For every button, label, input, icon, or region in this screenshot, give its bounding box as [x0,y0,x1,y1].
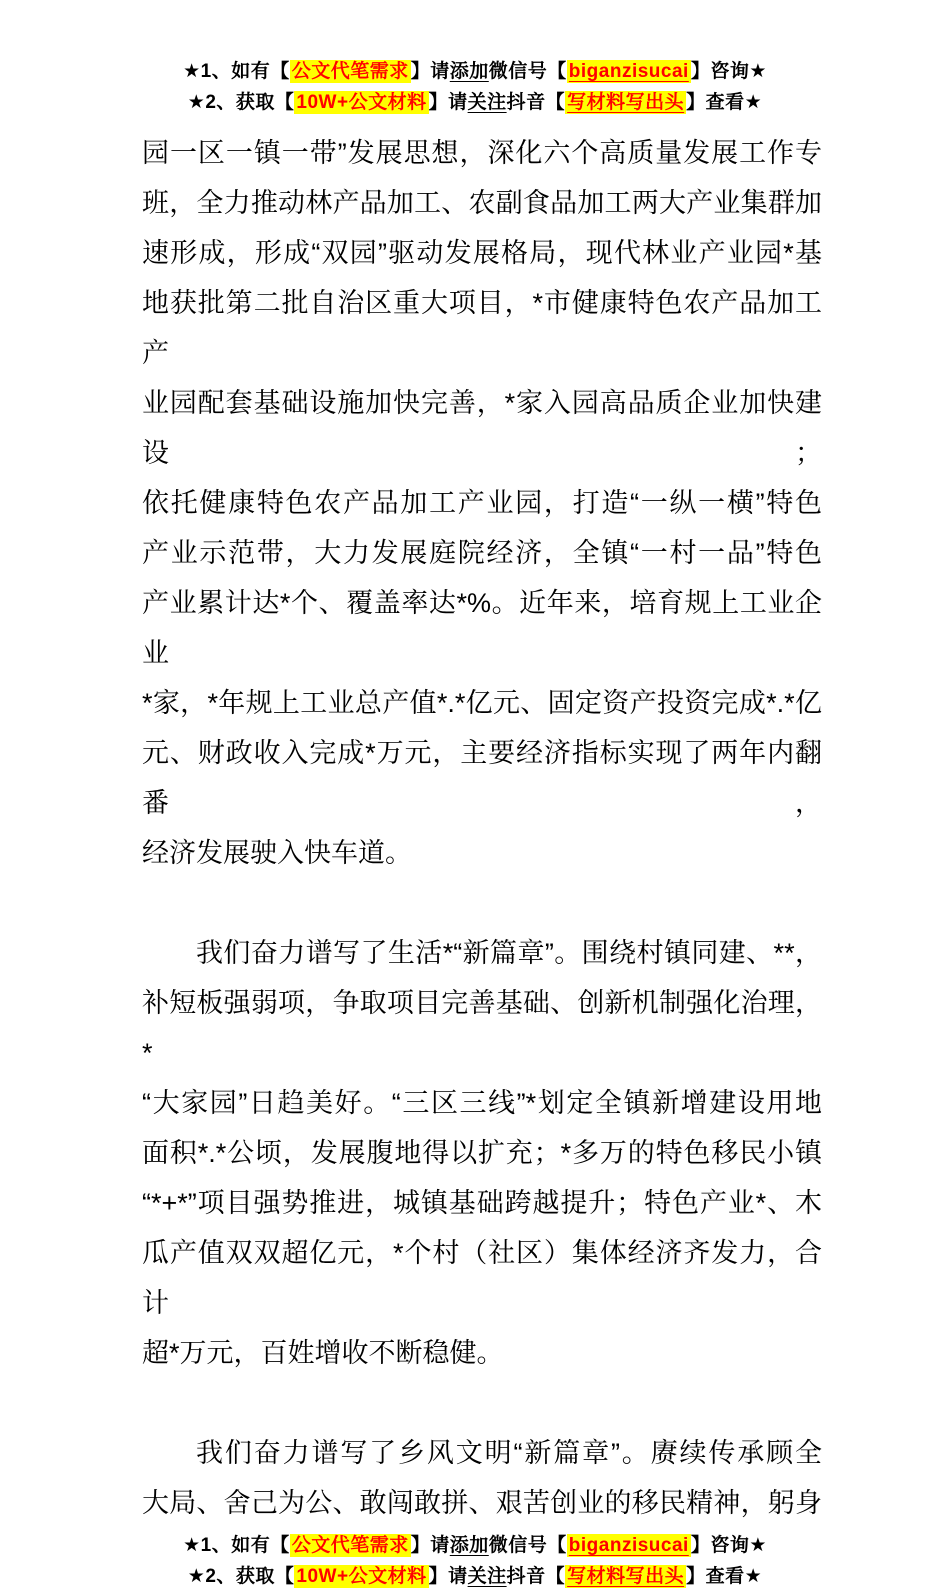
text-line: 业园配套基础设施加快完善，*家入园高品质企业加快建设； [142,388,822,468]
douyin-account-highlight: 写材料写出头 [567,92,685,113]
notice2-prefix: ★2、获取【 [187,1566,295,1587]
douyin-label: 抖音【 [506,1566,566,1587]
follow-action-underline: 关注 [467,1566,507,1587]
text-line: 元、财政收入完成*万元，主要经济指标实现了两年内翻番， [142,738,822,818]
paragraph [142,928,822,1378]
text-line: 我们奋力谱写了乡风文明“新篇章”。赓续传承顾全 [196,1438,822,1468]
notice-line [0,56,950,87]
header-notice-banner [0,56,950,118]
notice-line [0,1530,950,1561]
notice-line [0,87,950,118]
notice1-mid1: 】请 [410,1535,450,1556]
text-line: *家，*年规上工业总产值*.*亿元、固定资产投资完成*.*亿 [142,688,822,718]
text-line: 我们奋力谱写了生活*“新篇章”。围绕村镇同建、**， [196,938,822,968]
douyin-label: 抖音【 [506,92,566,113]
notice2-mid1: 】请 [428,92,468,113]
text-line: 瓜产值双双超亿元，*个村（社区）集体经济齐发力，合计 [142,1238,822,1318]
paragraph [142,1428,822,1528]
paragraph [142,128,822,878]
text-line: “*+*”项目强势推进，城镇基础跨越提升；特色产业*、木 [142,1188,822,1218]
material-highlight: 10W+公文材料 [296,92,427,113]
text-line: 班，全力推动林产品加工、农副食品加工两大产业集群加 [142,188,822,218]
notice-line [0,1561,950,1592]
text-line: 园一区一镇一带”发展思想，深化六个高质量发展工作专 [142,138,822,168]
text-line: “大家园”日趋美好。“三区三线”*划定全镇新增建设用地 [142,1088,822,1118]
notice1-prefix: ★1、如有【 [183,61,290,82]
notice2-prefix: ★2、获取【 [187,92,295,113]
wechat-id-highlight: biganzisucai [568,1535,689,1556]
add-action-underline: 添加 [449,1535,489,1556]
notice1-suffix: 】咨询★ [690,1535,767,1556]
service-need-highlight: 公文代笔需求 [291,61,409,82]
text-line: 经济发展驶入快车道。 [142,838,412,868]
text-line: 地获批第二批自治区重大项目，*市健康特色农产品加工产 [142,288,822,368]
notice2-mid1: 】请 [428,1566,468,1587]
text-line: 产业累计达*个、覆盖率达*%。近年来，培育规上工业企业 [142,588,822,668]
material-highlight: 10W+公文材料 [296,1566,427,1587]
notice2-suffix: 】查看★ [686,92,763,113]
text-line: 大局、舍己为公、敢闯敢拼、艰苦创业的移民精神，躬身 [142,1488,822,1518]
service-need-highlight: 公文代笔需求 [291,1535,409,1556]
notice1-mid1: 】请 [410,61,450,82]
text-line: 超*万元，百姓增收不断稳健。 [142,1338,504,1368]
follow-action-underline: 关注 [467,92,507,113]
notice1-suffix: 】咨询★ [690,61,767,82]
text-line: 速形成，形成“双园”驱动发展格局，现代林业产业园*基 [142,238,822,268]
add-action-underline: 添加 [449,61,489,82]
text-line: 面积*.*公顷，发展腹地得以扩充；*多万的特色移民小镇 [142,1138,822,1168]
wechat-label: 微信号【 [488,1535,567,1556]
document-body [142,128,822,1528]
notice2-suffix: 】查看★ [686,1566,763,1587]
text-line: 产业示范带，大力发展庭院经济，全镇“一村一品”特色 [142,538,822,568]
text-line: 补短板强弱项，争取项目完善基础、创新机制强化治理，* [142,988,822,1068]
douyin-account-highlight: 写材料写出头 [567,1566,685,1587]
notice1-prefix: ★1、如有【 [183,1535,290,1556]
text-line: 依托健康特色农产品加工产业园，打造“一纵一横”特色 [142,488,822,518]
footer-notice-banner [0,1530,950,1592]
wechat-label: 微信号【 [488,61,567,82]
wechat-id-highlight: biganzisucai [568,61,689,82]
